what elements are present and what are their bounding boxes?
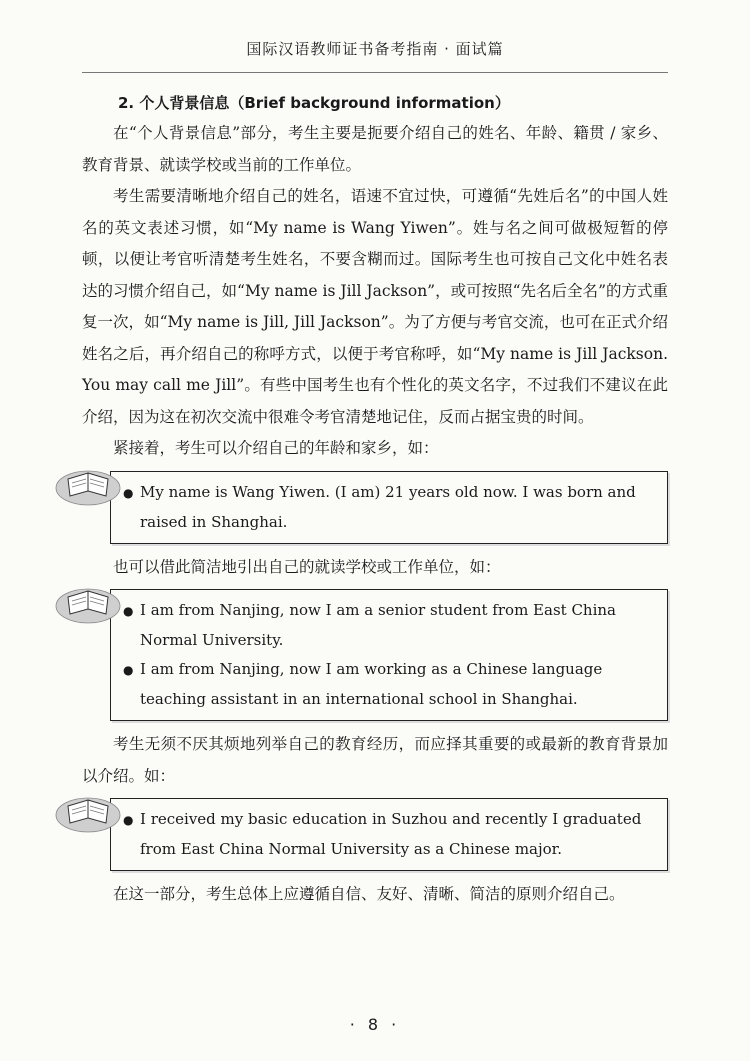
example-text: I am from Nanjing, now I am working as a Chinese language teaching assistant in an international school in Shanghai. [140, 660, 603, 708]
example-block-2 [82, 589, 668, 721]
example-block-1 [82, 471, 668, 544]
example-box [110, 589, 668, 721]
example-item [123, 478, 647, 537]
bullet-icon: ● [123, 813, 134, 827]
running-header: 国际汉语教师证书备考指南 · 面试篇 [246, 40, 504, 58]
bullet-icon: ● [123, 663, 134, 677]
age-lead-paragraph: 紧接着，考生可以介绍自己的年龄和家乡，如： [113, 439, 439, 457]
bullet-icon: ● [123, 485, 134, 500]
school-lead-paragraph: 也可以借此简洁地引出自己的就读学校或工作单位，如： [113, 557, 501, 576]
conclusion-paragraph: 在这一部分，考生总体上应遵循自信、友好、清晰、简洁的原则介绍自己。 [113, 885, 625, 903]
open-book-icon [54, 788, 128, 836]
bullet-icon: ● [123, 604, 134, 618]
name-paragraph: 考生需要清晰地介绍自己的姓名，语速不宜过快，可遵循“先姓后名”的中国人姓名的英文表述习惯，如“My name is Wang Yiwen”。姓与名之间可做极短暂的停顿，以便让考官听清楚考生姓名，不要含糊而过。国际考生也可按自己文化中姓名表达的习惯介绍自己，如“My name is Jill Jackson”，或可按照“先名后全名”的方式重复一次，如“My name is Jill, Jill Jackson”。为了方便与考官交流，也可在正式介绍姓名之后，再介绍自己的称呼方式，以便于考官称呼，如“My name is Jill Jackson. You may call me Jill”。有些中国考生也有个性化的英文名字，不过我们不建议在此介绍，因为这在初次交流中很难令考官清楚地记住，反而占据宝贵的时间。 [82, 187, 668, 426]
example-box [110, 798, 668, 871]
open-book-icon [54, 579, 128, 627]
example-block-3 [82, 798, 668, 871]
example-text: I am from Nanjing, now I am a senior student from East China Normal University. [140, 601, 616, 649]
example-item [123, 596, 647, 655]
intro-paragraph: 在“个人背景信息”部分，考生主要是扼要介绍自己的姓名、年龄、籍贯 / 家乡、教育背景、就读学校或当前的工作单位。 [82, 124, 668, 174]
example-item [123, 655, 647, 714]
example-box [110, 471, 668, 544]
section-heading: 2. 个人背景信息（Brief background information） [118, 94, 510, 112]
education-lead-paragraph: 考生无须不厌其烦地列举自己的教育经历，而应择其重要的或最新的教育背景加以介绍。如： [82, 735, 668, 785]
header-rule [82, 72, 668, 73]
example-item [123, 805, 647, 864]
example-text: I received my basic education in Suzhou and recently I graduated from East China Normal University as a Chinese major. [140, 810, 642, 858]
example-text: My name is Wang Yiwen. (I am) 21 years old now. I was born and raised in Shanghai. [140, 482, 636, 531]
open-book-icon [54, 461, 128, 509]
page-number: · 8 · [349, 1015, 401, 1034]
page-content [82, 88, 668, 911]
